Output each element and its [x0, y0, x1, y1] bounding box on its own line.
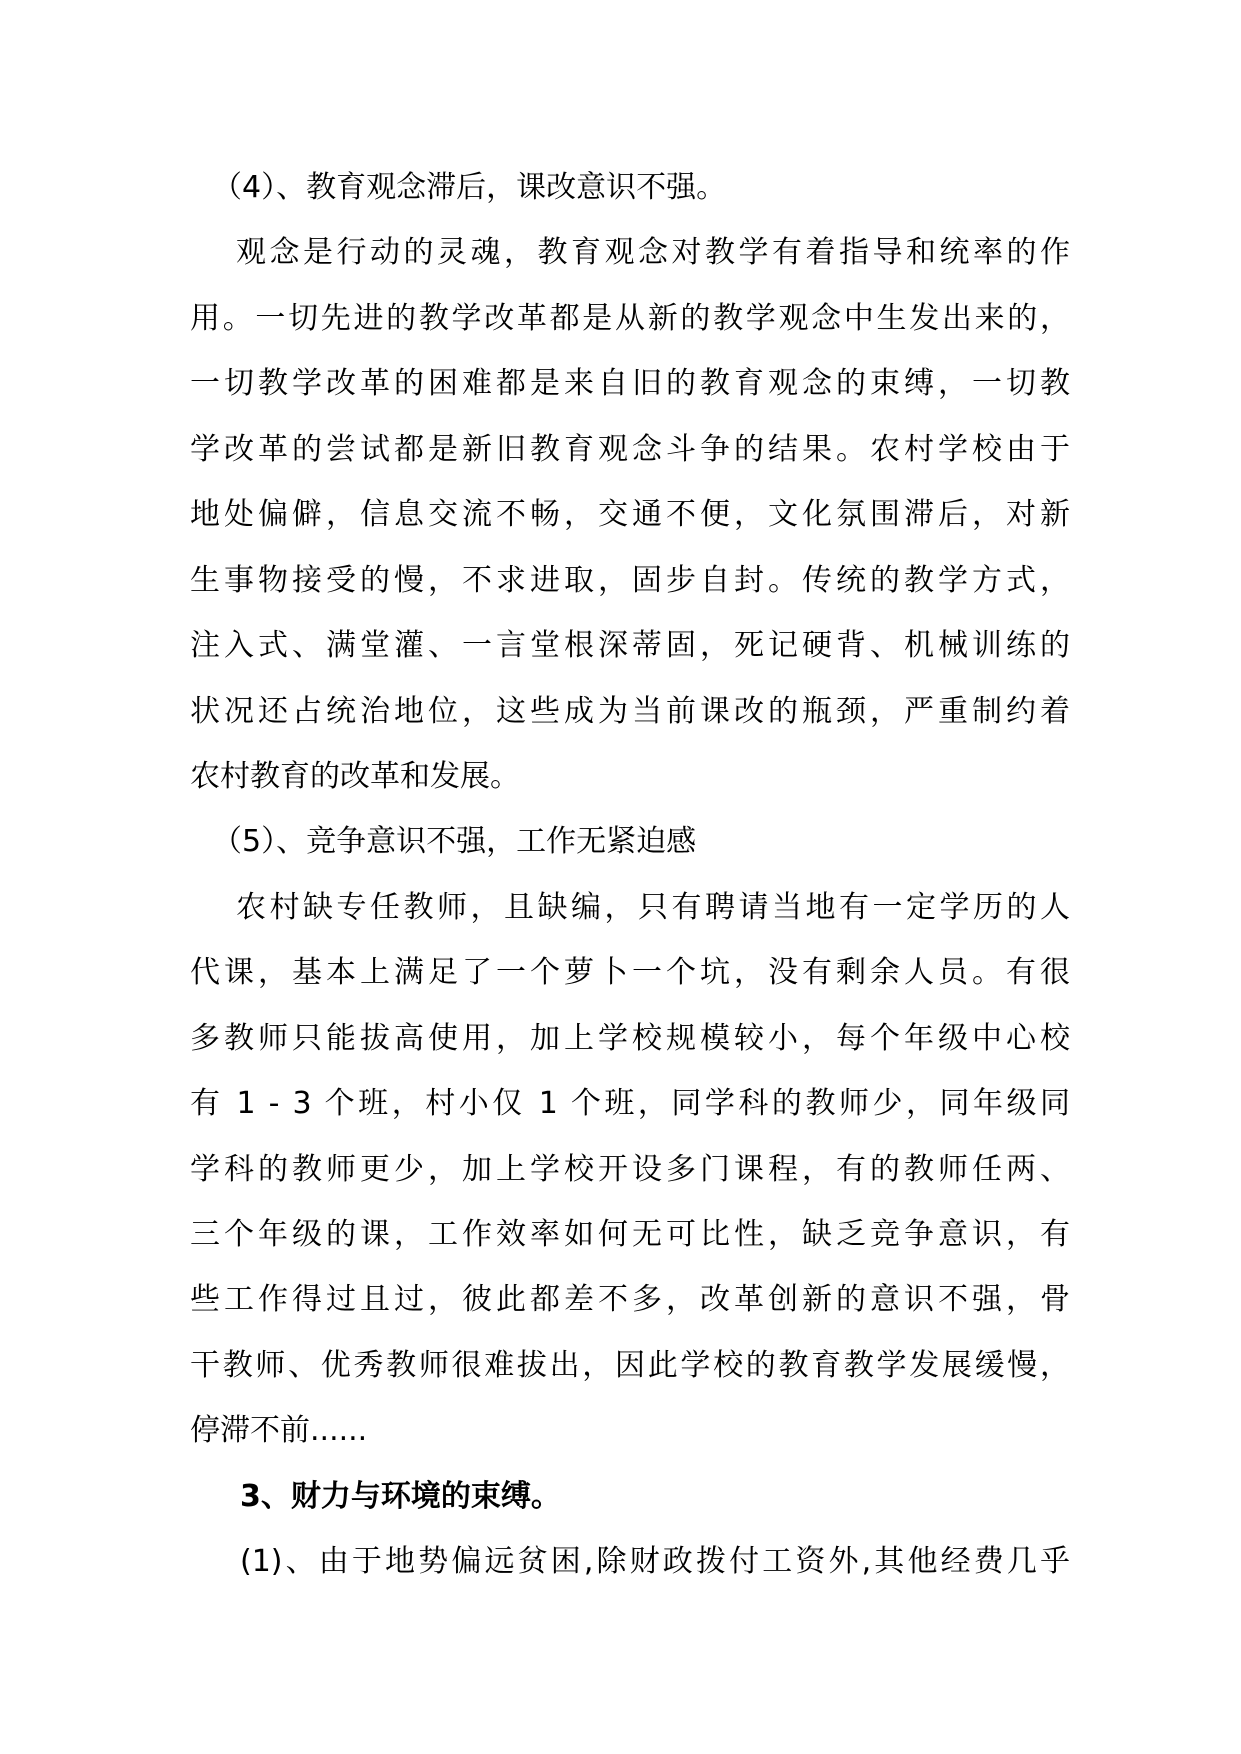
paragraph-line: 观念是行动的灵魂，教育观念对教学有着指导和统率的作: [236, 235, 1070, 271]
paragraph-line: 干教师、优秀教师很难拔出，因此学校的教育教学发展缓慢，: [190, 1347, 1070, 1383]
paragraph-line: 学改革的尝试都是新旧教育观念斗争的结果。农村学校由于: [190, 431, 1070, 467]
paragraph-line: 代课，基本上满足了一个萝卜一个坑，没有剩余人员。有很: [190, 955, 1070, 991]
paragraph-line: 有 1 - 3 个班，村小仅 1 个班，同学科的教师少，同年级同: [190, 1086, 1070, 1122]
paragraph-line: 一切教学改革的困难都是来自旧的教育观念的束缚，一切教: [190, 366, 1070, 402]
paragraph-line: 停滞不前......: [190, 1413, 368, 1449]
paragraph-line: 学科的教师更少，加上学校开设多门课程，有的教师任两、: [190, 1151, 1070, 1187]
paragraph-line: 地处偏僻，信息交流不畅，交通不便，文化氛围滞后，对新: [190, 497, 1070, 533]
paragraph-line: (1)、由于地势偏远贫困,除财政拨付工资外,其他经费几乎: [240, 1544, 1070, 1580]
paragraph-line: 状况还占统治地位，这些成为当前课改的瓶颈，严重制约着: [190, 693, 1070, 729]
paragraph-line: 三个年级的课，工作效率如何无可比性，缺乏竞争意识，有: [190, 1217, 1070, 1252]
paragraph-line: 农村教育的改革和发展。: [190, 758, 520, 794]
paragraph-education-concepts: [0, 220, 1241, 809]
heading-line: （5）、竞争意识不强，工作无紧迫感: [212, 824, 697, 860]
heading-line: （4）、教育观念滞后，课改意识不强。: [212, 170, 727, 205]
subsection-heading-5: [0, 809, 1241, 874]
paragraph-line: 生事物接受的慢，不求进取，固步自封。传统的教学方式，: [190, 562, 1070, 598]
paragraph-line: 农村缺专任教师，且缺编，只有聘请当地有一定学历的人: [236, 889, 1070, 925]
section-heading-line: 3、财力与环境的束缚。: [240, 1478, 561, 1514]
section-heading-3: [0, 1464, 1241, 1529]
paragraph-line: 注入式、满堂灌、一言堂根深蒂固，死记硬背、机械训练的: [190, 628, 1070, 664]
subsection-heading-4: [0, 155, 1241, 220]
paragraph-line: 多教师只能拔高使用，加上学校规模较小，每个年级中心校: [190, 1020, 1070, 1056]
paragraph-line: 用。一切先进的教学改革都是从新的教学观念中生发出来的，: [190, 300, 1070, 336]
paragraph-line: 些工作得过且过，彼此都差不多，改革创新的意识不强，骨: [190, 1282, 1070, 1318]
paragraph-finance: [0, 1529, 1241, 1594]
paragraph-competition: [0, 875, 1241, 1464]
